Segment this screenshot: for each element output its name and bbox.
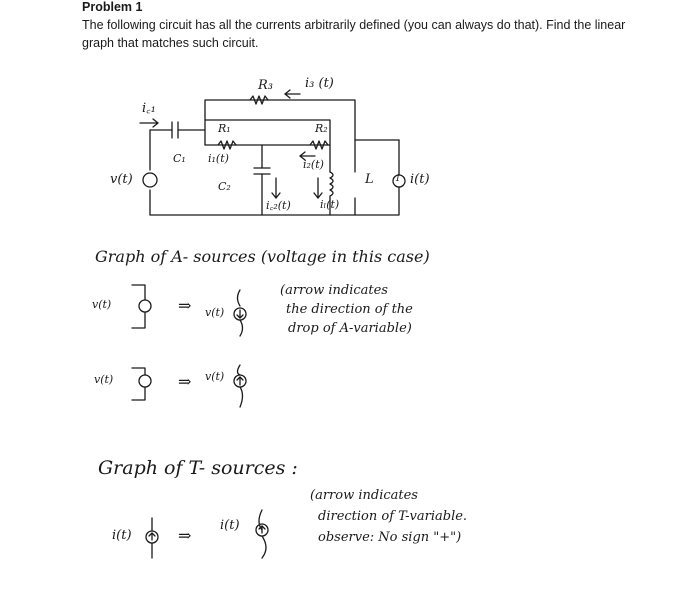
t-note-line-1: (arrow indicates — [310, 488, 418, 503]
label-source-num: 1 — [395, 174, 401, 184]
t-note-line-3: observe: No sign "+") — [318, 530, 462, 545]
label-r1: R₁ — [218, 122, 231, 135]
t-eq-arrow: ⇒ — [178, 526, 192, 545]
label-ic2: i꜀₂(t) — [266, 199, 291, 212]
t-sources-title: Graph of T- sources : — [98, 457, 298, 479]
label-i3: i₃ (t) — [305, 76, 334, 91]
a-eq1-arrow: ⇒ — [178, 296, 192, 315]
label-l: L — [365, 172, 374, 187]
a-eq1-left-v: v(t) — [92, 298, 112, 311]
label-r3: R₃ — [258, 78, 273, 93]
a-eq2-arrow: ⇒ — [178, 372, 192, 391]
a-note-line-1: (arrow indicates — [280, 283, 388, 298]
a-note-line-2: the direction of the — [286, 302, 413, 317]
a-eq1-right-v: v(t) — [205, 306, 225, 319]
label-r2: R₂ — [315, 122, 328, 135]
problem-heading: Problem 1 — [82, 0, 143, 14]
a-note-line-3: drop of A-variable) — [288, 321, 412, 336]
label-ic1: i꜀₁ — [142, 101, 156, 116]
label-i1: i₁(t) — [208, 152, 229, 165]
a-eq2-right-v: v(t) — [205, 370, 225, 383]
label-i2: i₂(t) — [303, 158, 324, 171]
t-eq-left-i: i(t) — [112, 528, 132, 543]
a-sources-title: Graph of A- sources (voltage in this case) — [95, 247, 430, 266]
problem-statement: The following circuit has all the currents arbitrarily defined (you can always do that). Find the linear graph that matches such circuit. — [82, 18, 626, 50]
t-note-line-2: direction of T-variable. — [318, 509, 468, 524]
label-il: iₗ(t) — [320, 198, 340, 211]
label-c1: C₁ — [173, 152, 186, 165]
t-eq-right-i: i(t) — [220, 518, 240, 533]
a-eq2-left-v: v(t) — [94, 373, 114, 386]
label-source-i: i(t) — [410, 172, 430, 187]
label-vt: v(t) — [110, 172, 133, 187]
label-c2: C₂ — [218, 180, 231, 193]
